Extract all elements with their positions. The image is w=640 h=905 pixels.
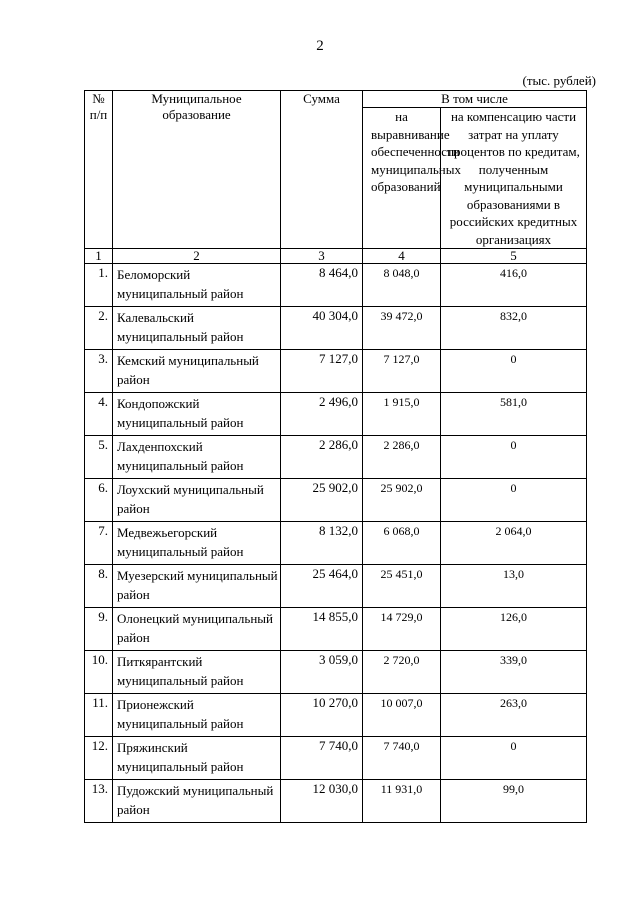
row-number: 8.	[85, 565, 113, 608]
header-equalization: на выравнивание обеспеченности муниципальных образований	[363, 108, 441, 249]
header-municipality: Муниципальное образование	[113, 91, 281, 249]
municipality-name: Лахденпохский муниципальный район	[113, 436, 281, 479]
table-row	[85, 436, 587, 479]
sum-value: 8 464,0	[281, 264, 363, 307]
municipality-name: Олонецкий муниципальный район	[113, 608, 281, 651]
column-number: 1	[85, 249, 113, 264]
compensation-value: 0	[441, 350, 587, 393]
page-number: 2	[316, 38, 324, 54]
compensation-value: 0	[441, 479, 587, 522]
row-number: 1.	[85, 264, 113, 307]
compensation-value: 126,0	[441, 608, 587, 651]
sum-value: 14 855,0	[281, 608, 363, 651]
table-row	[85, 307, 587, 350]
municipality-name: Пудожский муниципальный район	[113, 780, 281, 823]
equalization-value: 7 127,0	[363, 350, 441, 393]
compensation-value: 99,0	[441, 780, 587, 823]
row-number: 12.	[85, 737, 113, 780]
municipality-name: Калевальский муниципальный район	[113, 307, 281, 350]
municipality-name: Питкярантский муниципальный район	[113, 651, 281, 694]
budget-table	[84, 90, 587, 823]
equalization-value: 6 068,0	[363, 522, 441, 565]
equalization-value: 2 286,0	[363, 436, 441, 479]
equalization-value: 25 902,0	[363, 479, 441, 522]
table-row	[85, 608, 587, 651]
municipality-name: Беломорский муниципальный район	[113, 264, 281, 307]
equalization-value: 14 729,0	[363, 608, 441, 651]
sum-value: 7 127,0	[281, 350, 363, 393]
equalization-value: 8 048,0	[363, 264, 441, 307]
equalization-value: 39 472,0	[363, 307, 441, 350]
header-sum: Сумма	[281, 91, 363, 249]
row-number: 2.	[85, 307, 113, 350]
table-row	[85, 522, 587, 565]
row-number: 9.	[85, 608, 113, 651]
municipality-name: Медвежьегорский муниципальный район	[113, 522, 281, 565]
table-row	[85, 264, 587, 307]
table-row	[85, 780, 587, 823]
compensation-value: 0	[441, 737, 587, 780]
table-row	[85, 565, 587, 608]
sum-value: 40 304,0	[281, 307, 363, 350]
table-row	[85, 479, 587, 522]
row-number: 7.	[85, 522, 113, 565]
sum-value: 2 286,0	[281, 436, 363, 479]
compensation-value: 2 064,0	[441, 522, 587, 565]
municipality-name: Кондопожский муниципальный район	[113, 393, 281, 436]
row-number: 3.	[85, 350, 113, 393]
units-label: (тыс. рублей)	[522, 73, 596, 88]
column-number-row	[85, 249, 587, 264]
compensation-value: 263,0	[441, 694, 587, 737]
column-number: 4	[363, 249, 441, 264]
equalization-value: 10 007,0	[363, 694, 441, 737]
column-number: 2	[113, 249, 281, 264]
row-number: 13.	[85, 780, 113, 823]
row-number: 5.	[85, 436, 113, 479]
equalization-value: 25 451,0	[363, 565, 441, 608]
equalization-value: 11 931,0	[363, 780, 441, 823]
equalization-value: 2 720,0	[363, 651, 441, 694]
sum-value: 12 030,0	[281, 780, 363, 823]
equalization-value: 1 915,0	[363, 393, 441, 436]
table-row	[85, 393, 587, 436]
municipality-name: Пряжинский муниципальный район	[113, 737, 281, 780]
header-num: № п/п	[85, 91, 113, 249]
compensation-value: 0	[441, 436, 587, 479]
sum-value: 10 270,0	[281, 694, 363, 737]
table-row	[85, 694, 587, 737]
table-row	[85, 350, 587, 393]
compensation-value: 416,0	[441, 264, 587, 307]
compensation-value: 339,0	[441, 651, 587, 694]
municipality-name: Лоухский муниципальный район	[113, 479, 281, 522]
row-number: 6.	[85, 479, 113, 522]
sum-value: 8 132,0	[281, 522, 363, 565]
municipality-name: Кемский муниципальный район	[113, 350, 281, 393]
sum-value: 25 902,0	[281, 479, 363, 522]
compensation-value: 13,0	[441, 565, 587, 608]
header-compensation: на компенсацию части затрат на уплату процентов по кредитам, полученным муниципальными образованиями в российских кредитных организациях	[441, 108, 587, 249]
sum-value: 2 496,0	[281, 393, 363, 436]
column-number: 3	[281, 249, 363, 264]
municipality-name: Муезерский муниципальный район	[113, 565, 281, 608]
compensation-value: 581,0	[441, 393, 587, 436]
municipality-name: Прионежский муниципальный район	[113, 694, 281, 737]
row-number: 4.	[85, 393, 113, 436]
table-row	[85, 651, 587, 694]
row-number: 11.	[85, 694, 113, 737]
row-number: 10.	[85, 651, 113, 694]
equalization-value: 7 740,0	[363, 737, 441, 780]
sum-value: 7 740,0	[281, 737, 363, 780]
sum-value: 3 059,0	[281, 651, 363, 694]
header-including: В том числе	[363, 91, 587, 108]
compensation-value: 832,0	[441, 307, 587, 350]
column-number: 5	[441, 249, 587, 264]
table-row	[85, 737, 587, 780]
sum-value: 25 464,0	[281, 565, 363, 608]
